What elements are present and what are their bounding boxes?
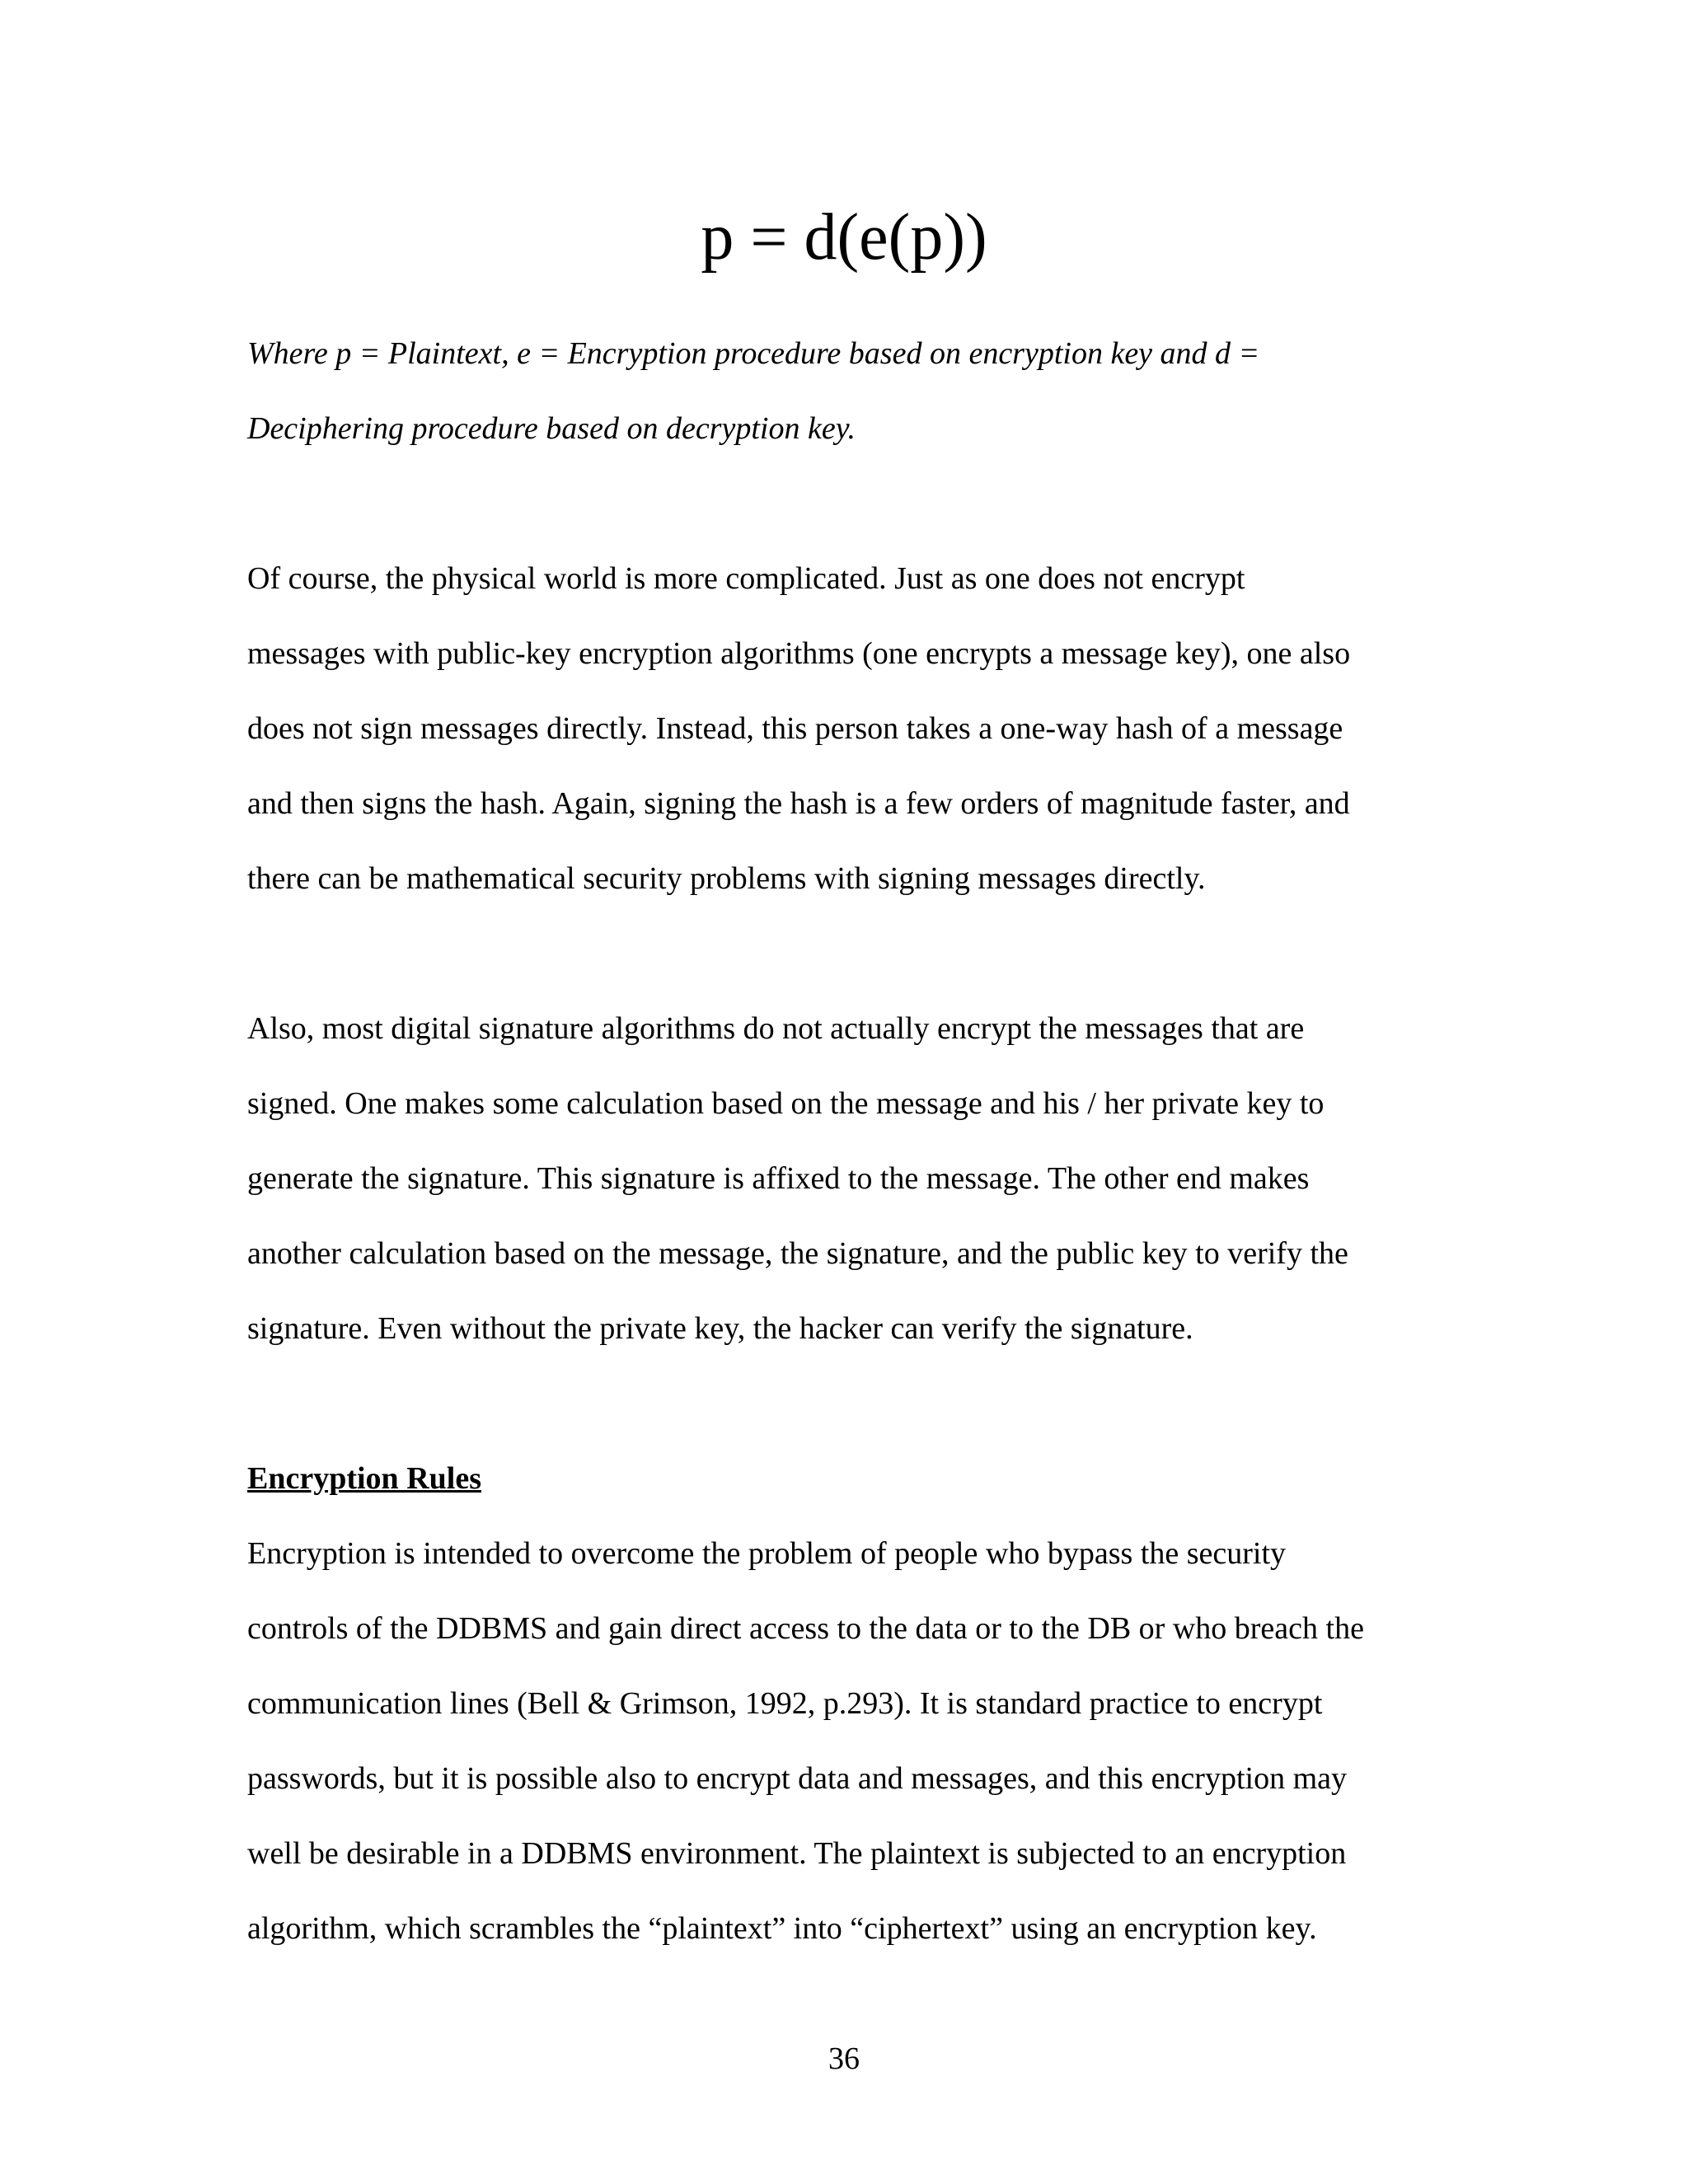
paragraph-line: well be desirable in a DDBMS environment. The plaintext is subjected to an encryption bbox=[247, 1836, 1347, 1871]
paragraph-line: Also, most digital signature algorithms do not actually encrypt the messages that are bbox=[247, 1011, 1305, 1046]
paragraph-line: controls of the DDBMS and gain direct access to the data or to the DB or who breach the bbox=[247, 1611, 1364, 1646]
paragraph-line: messages with public-key encryption algorithms (one encrypts a message key), one also bbox=[247, 636, 1351, 671]
paragraph-line: algorithm, which scrambles the “plaintext” into “ciphertext” using an encryption key. bbox=[247, 1911, 1317, 1946]
paragraph-line: communication lines (Bell & Grimson, 1992, p.293). It is standard practice to encrypt bbox=[247, 1686, 1323, 1721]
paragraph-line: signature. Even without the private key, the hacker can verify the signature. bbox=[247, 1311, 1193, 1346]
paragraph-line: Of course, the physical world is more complicated. Just as one does not encrypt bbox=[247, 561, 1245, 596]
paragraph-line: does not sign messages directly. Instead, this person takes a one-way hash of a message bbox=[247, 711, 1343, 746]
formula-note-line: Where p = Plaintext, e = Encryption procedure based on encryption key and d = bbox=[247, 336, 1260, 371]
paragraph-line: generate the signature. This signature is affixed to the message. The other end makes bbox=[247, 1161, 1310, 1196]
section-heading: Encryption Rules bbox=[247, 1461, 481, 1496]
paragraph-line: passwords, but it is possible also to encrypt data and messages, and this encryption may bbox=[247, 1761, 1347, 1796]
page-number: 36 bbox=[828, 2041, 860, 2076]
formula-note-line: Deciphering procedure based on decryption key. bbox=[247, 411, 856, 446]
paragraph-line: and then signs the hash. Again, signing the hash is a few orders of magnitude faster, and bbox=[247, 786, 1350, 821]
paragraph-line: another calculation based on the message, the signature, and the public key to verify the bbox=[247, 1236, 1348, 1271]
paragraph-line: Encryption is intended to overcome the problem of people who bypass the security bbox=[247, 1536, 1287, 1571]
paragraph-line: there can be mathematical security problems with signing messages directly. bbox=[247, 861, 1206, 896]
decryption-formula: p = d(e(p)) bbox=[701, 201, 987, 274]
paragraph-line: signed. One makes some calculation based on the message and his / her private key to bbox=[247, 1086, 1325, 1121]
